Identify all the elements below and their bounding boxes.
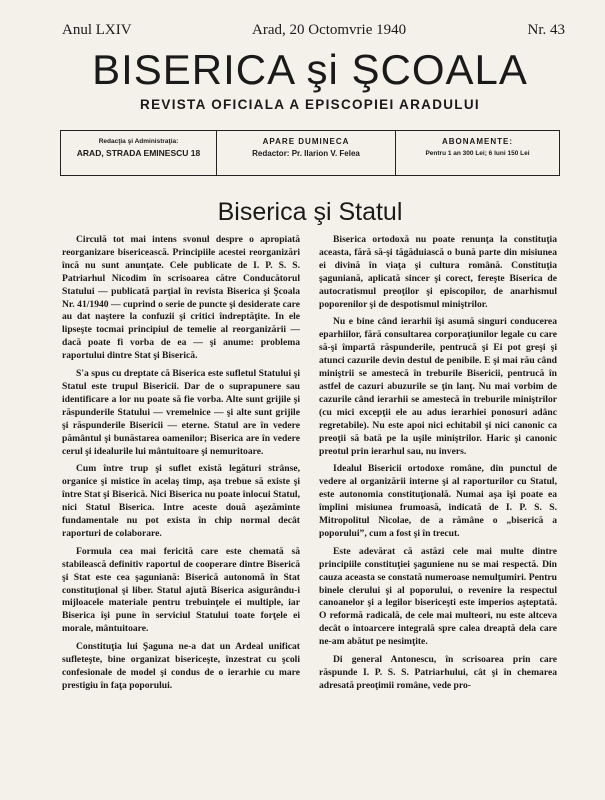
issue-year: Anul LXIV [62, 22, 132, 38]
info-box [60, 130, 560, 176]
paragraph: Circulă tot mai intens svonul despre o apropiată reorganizare bisericească. Principiile acestei reorganizări încă nu sunt anunţate. Cele publicate de I. P. S. S. Patriarhul Nicodim în scrisoarea către Conducătorul Statului — publicată parţial în revista Biserica şi Şcoala Nr. 41/1940 — cuprind o serie de puncte şi desiderate care au dat naştere la confuzii şi critici îndreptăţite. In ele lipseşte tocmai principiul de temelie al reorganizării — dacă poate fi vorba de ea — şi anume: problema raportului dintre Stat şi Biserică. [62, 234, 300, 362]
editor-text: Redactor: Pr. Ilarion V. Felea [252, 149, 360, 158]
issue-number: Nr. 43 [527, 22, 565, 38]
issue-line [62, 22, 565, 40]
paragraph: Constituţia lui Şaguna ne-a dat un Ardeal unificat sufleteşte, bine organizat bisericeşte, înzestrat cu şcoli confesionale de model şi condus de o ierarhie cu mare prestigiu în faţa poporului. [62, 641, 300, 691]
paragraph: Formula cea mai fericită care este chemată să stabilească definitiv raportul de cooperare dintre Biserică şi Stat este cea şaguniană: Biserică autonomă în Stat constituţional şi liber. Statul ajută Biserica asigurându-i mijloacele materiale pentru trebuinţele ei multiple, iar Biserica îşi pune în serviciul Statului toate forţele ei morale, mântuitoare. [62, 545, 300, 635]
info-subscriptions [396, 131, 559, 175]
paragraph: Di general Antonescu, în scrisoarea prin care răspunde I. P. S. S. Patriarhului, cât şi în chemarea adresată preoţimii române, vede pro- [319, 654, 557, 691]
info-editor [217, 131, 396, 175]
paragraph: Cum între trup şi suflet există legături strânse, organice şi mistice în acelaş timp, aşa trebue să existe şi între Stat şi Biserică. Nici Biserica nu poate înlocui Statul, nici Statul Biserica. Intre aceste două aşezăminte fundamentale nu pot exista în chip normal decât raporturi de colaborare. [62, 463, 300, 539]
paragraph: S'a spus cu dreptate că Biserica este sufletul Statului şi Statul este trupul Bisericii. Dar de o suprapunere sau identificare a lor nu poate să fie vorba. Alte sunt grijile şi răspunderile Statului — vremelnice — şi alte sunt grijile şi răspunderile Bisericii — eterne. Statul are în vedere pământul şi bunăstarea oamenilor; Biserica are în vedere cerul şi idealurile lui mântuitoare şi nemuritoare. [62, 368, 300, 457]
subscriptions-text: Pentru 1 an 300 Lei; 6 luni 150 Lei [425, 150, 530, 157]
subscriptions-label: ABONAMENTE: [442, 137, 513, 146]
issue-place-date: Arad, 20 Octomvrie 1940 [252, 22, 407, 38]
article-title: Biserica şi Statul [217, 198, 403, 226]
admin-address: ARAD, STRADA EMINESCU 18 [76, 148, 201, 158]
masthead-subtitle: REVISTA OFICIALA A EPISCOPIEI ARADULUI [140, 97, 480, 112]
paragraph: Nu e bine când ierarhii îşi asumă singuri conducerea eparhiilor, fără consultarea corporaţiunilor legale cu care să-şi împartă răspunderile, pentrucă şi Ei pot greşi şi atunci cazurile devin destul de penibile. E şi mai rău când miniştrii se amestecă în treburile Bisericii, pentrucă în astfel de cazuri abuzurile se ţin lanţ. Nu mai vorbim de cazurile când ierarhii se amestecă în treburile miniştrilor (cu mici excepţii ele au adus ierarhiei ponosuri adânc regretabile). Nu este apoi nici echitabil şi nici canonic ca preoţii să bată pe la uşile miniştrilor. Haric şi canonic preotul prin ierarhul sau, nu invers. [319, 316, 557, 457]
info-admin [61, 131, 217, 175]
paragraph: Biserica ortodoxă nu poate renunţa la constituţia aceasta, fără să-şi tăgăduiască o bună parte din misiunea ei divină în viaţa şi cultura română. Constituţia şaguniană, aplicată sincer şi corect, fereşte Biserica de autocratismul preoţilor şi episcopilor, de anarhismul poporenilor şi de despotismul miniştrilor. [319, 234, 557, 310]
paragraph: Idealul Bisericii ortodoxe române, din punctul de vedere al organizării interne şi al raporturilor cu Statul, este autonomia constituţională. Numai aşa îşi poate ea împlini misiunea frumoasă, indicată de I. P. S. S. Mitropolitul Nicolae, de a rămâne o „biserică a poporului”, cum a fost şi în trecut. [319, 463, 557, 539]
paragraph: Este adevărat că astăzi cele mai multe dintre principiile constituţiei şaguniene nu se mai respectă. Din cauza aceasta se constată numeroase nemulţumiri. Pentru binele clerului şi al poporului, o revenire la respectul canoanelor şi a legilor bisericeşti este imperios aşteptată. O reformă radicală, de cele mai multeori, nu este altceva decât o întoarcere integrală spre calea dreaptă dela care ne-am abătut pe nesimţite. [319, 545, 557, 648]
article-column-left [62, 234, 300, 698]
masthead-title: BISERICA şi ŞCOALA [92, 46, 528, 93]
admin-label: Redacţia şi Administraţia: [98, 138, 179, 145]
article-column-right [319, 234, 557, 698]
schedule-text: APARE DUMINECA [262, 137, 350, 146]
